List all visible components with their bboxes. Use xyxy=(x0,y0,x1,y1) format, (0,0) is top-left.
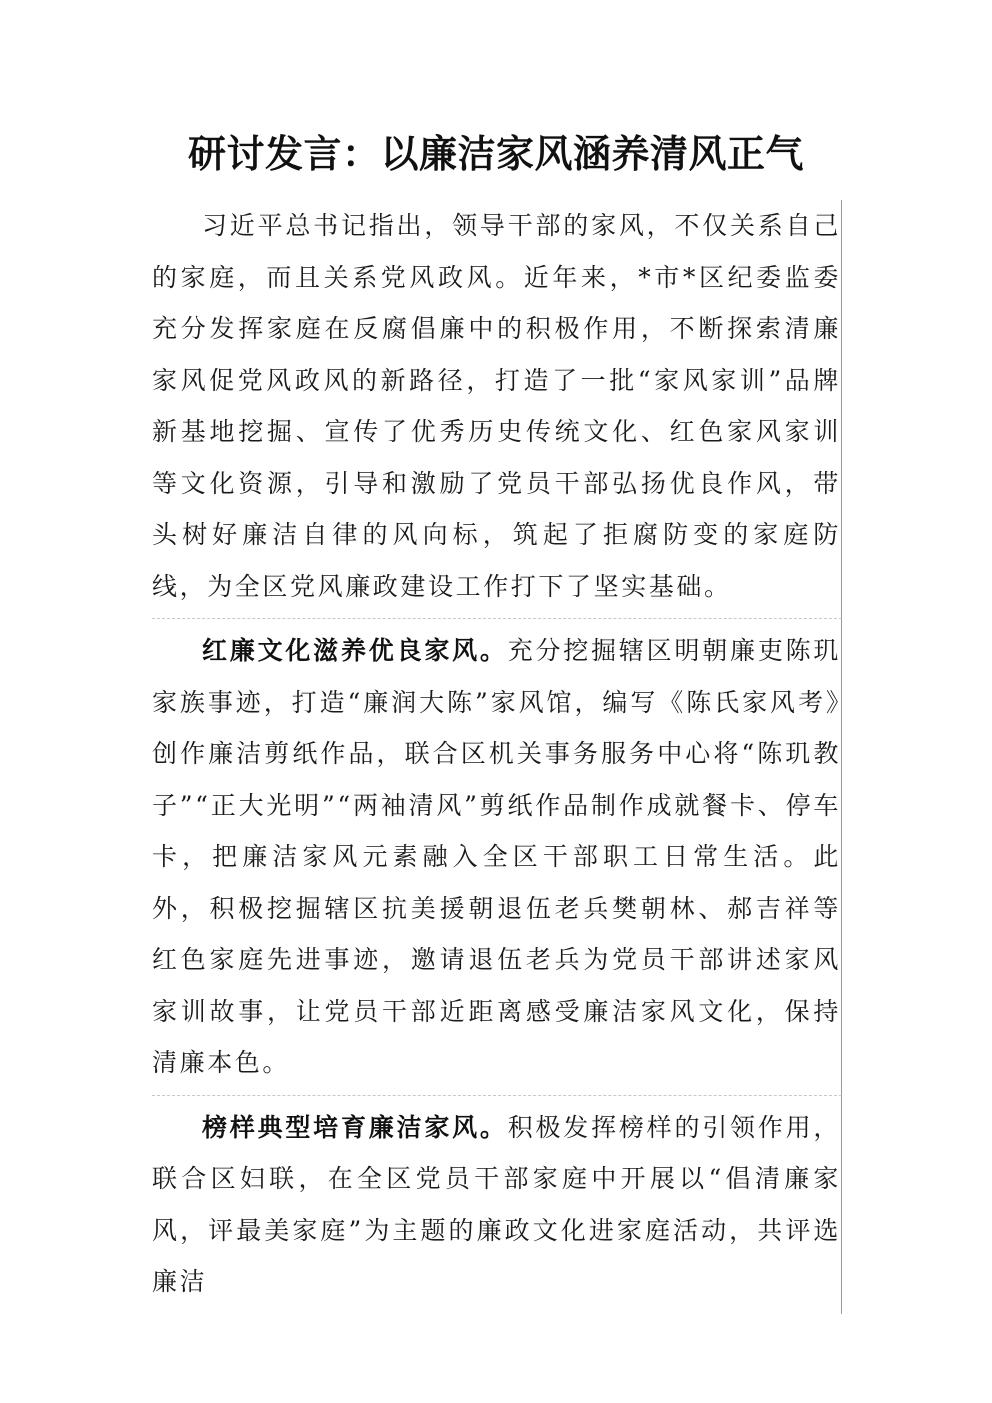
paragraph-text: 充分挖掘辖区明朝廉吏陈玑家族事迹，打造“廉润大陈”家风馆，编写《陈氏家风考》创作廉洁剪纸作品，联合区机关事务服务中心将“陈玑教子”“正大光明”“两袖清风”剪纸作品制作成就餐卡、停车卡，把廉洁家风元素融入全区干部职工日常生活。此外，积极挖掘辖区抗美援朝退伍老兵樊朝林、郝吉祥等红色家庭先进事迹，邀请退伍老兵为党员干部讲述家风家训故事，让党员干部近距离感受廉洁家风文化，保持清廉本色。 xyxy=(152,636,841,1077)
paragraph-lead: 红廉文化滋养优良家风。 xyxy=(202,636,508,665)
paragraph-lead: 榜样典型培育廉洁家风。 xyxy=(202,1112,508,1142)
paragraph-text: 积极发挥榜样的引领作用，联合区妇联，在全区党员干部家庭中开展以“倡清廉家风，评最美家庭”为主题的廉政文化进家庭活动，共评选廉洁 xyxy=(152,1112,841,1296)
paragraph-role-models xyxy=(152,1095,842,1314)
paragraph-red-culture xyxy=(152,618,842,1095)
paragraph-intro xyxy=(152,200,842,618)
document-title: 研讨发言：以廉洁家风涵养清风正气 xyxy=(187,131,804,176)
paragraph-text: 习近平总书记指出，领导干部的家风，不仅关系自己的家庭，而且关系党风政风。近年来，*市*区纪委监委充分发挥家庭在反腐倡廉中的积极作用，不断探索清廉家风促党风政风的新路径，打造了一批“家风家训”品牌新基地挖掘、宣传了优秀历史传统文化、红色家风家训等文化资源，引导和激励了党员干部弘扬优良作风，带头树好廉洁自律的风向标，筑起了拒腐防变的家庭防线，为全区党风廉政建设工作打下了坚实基础。 xyxy=(152,211,841,601)
document-body xyxy=(152,200,842,1314)
